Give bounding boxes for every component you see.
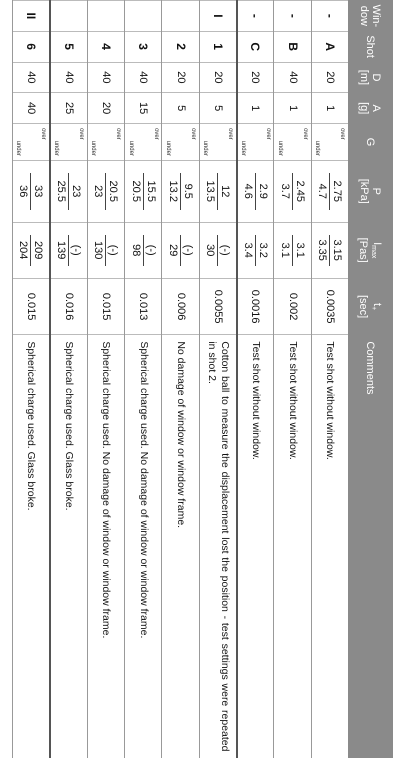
impulse-cell <box>199 222 236 278</box>
impulse-over: 209 <box>30 235 45 266</box>
impulse-under: 3.4 <box>241 242 254 258</box>
gauge-position-cell <box>274 124 311 161</box>
pressure-under: 3.7 <box>279 183 292 199</box>
over-label: over <box>40 128 47 140</box>
table-row <box>274 1 311 758</box>
over-label: over <box>227 128 234 140</box>
header-a: A [g] <box>349 93 393 124</box>
duration-cell: 0.015 <box>13 278 50 334</box>
over-label: over <box>115 128 122 140</box>
duration-cell: 0.015 <box>87 278 124 334</box>
impulse-over: (-) <box>143 235 158 266</box>
charge-cell: 1 <box>237 93 274 124</box>
table-row <box>199 1 236 758</box>
comment-cell: Spherical charge used. No damage of window or window frame. <box>125 335 162 758</box>
pressure-under: 25.5 <box>55 180 68 202</box>
charge-cell: 25 <box>50 93 87 124</box>
under-label: under <box>90 140 97 156</box>
impulse-cell <box>50 222 87 278</box>
table-body <box>13 1 349 758</box>
under-label: under <box>127 140 134 156</box>
shot-cell: B <box>274 31 311 62</box>
window-cell: II <box>13 1 50 32</box>
over-label: over <box>152 128 159 140</box>
distance-cell: 40 <box>13 62 50 93</box>
shot-cell: 1 <box>199 31 236 62</box>
pressure-cell <box>311 160 348 222</box>
under-label: under <box>277 140 284 156</box>
header-p: P [kPa] <box>349 160 393 222</box>
gauge-position-cell <box>237 124 274 161</box>
pressure-cell <box>162 160 199 222</box>
window-cell: - <box>311 1 348 32</box>
distance-cell: 20 <box>311 62 348 93</box>
charge-cell: 20 <box>87 93 124 124</box>
distance-cell: 20 <box>162 62 199 93</box>
pressure-cell <box>87 160 124 222</box>
pressure-under: 4.7 <box>316 183 329 199</box>
gauge-position-cell <box>162 124 199 161</box>
impulse-under: 98 <box>129 244 142 257</box>
comment-cell: Spherical charge used. Glass broke. <box>13 335 50 758</box>
distance-cell: 20 <box>237 62 274 93</box>
distance-cell: 20 <box>199 62 236 93</box>
charge-cell: 1 <box>274 93 311 124</box>
impulse-cell <box>162 222 199 278</box>
distance-cell: 40 <box>50 62 87 93</box>
impulse-under: 204 <box>17 241 30 260</box>
header-window: Win- dow <box>349 1 393 32</box>
under-label: under <box>165 140 172 156</box>
impulse-cell <box>274 222 311 278</box>
gauge-position-cell <box>13 124 50 161</box>
comment-cell: Test shot without window. <box>237 335 274 758</box>
table-row <box>13 1 50 758</box>
impulse-over: (-) <box>105 235 120 266</box>
over-label: over <box>302 128 309 140</box>
pressure-under: 4.6 <box>241 183 254 199</box>
impulse-cell <box>125 222 162 278</box>
pressure-cell <box>125 160 162 222</box>
under-label: under <box>202 140 209 156</box>
distance-cell: 40 <box>87 62 124 93</box>
duration-cell: 0.013 <box>125 278 162 334</box>
header-g: G <box>349 124 393 161</box>
shot-cell: 4 <box>87 31 124 62</box>
impulse-over: 3.1 <box>292 235 307 266</box>
table-row <box>237 1 274 758</box>
pressure-over: 9.5 <box>180 173 195 210</box>
pressure-under: 23 <box>92 185 105 198</box>
impulse-over: 3.2 <box>255 235 270 266</box>
window-cell <box>87 1 124 32</box>
under-label: under <box>53 140 60 156</box>
gauge-position-cell <box>87 124 124 161</box>
header-imax: Imax [Pas] <box>349 222 393 278</box>
impulse-under: 130 <box>92 241 105 260</box>
comment-cell: Spherical charge used. Glass broke. <box>50 335 87 758</box>
pressure-cell <box>237 160 274 222</box>
over-label: over <box>78 128 85 140</box>
pressure-under: 36 <box>17 185 30 198</box>
gauge-position-cell <box>311 124 348 161</box>
duration-cell: 0.016 <box>50 278 87 334</box>
table-row <box>125 1 162 758</box>
charge-cell: 5 <box>162 93 199 124</box>
shot-cell: A <box>311 31 348 62</box>
pressure-over: 2.45 <box>292 173 307 210</box>
gauge-position-cell <box>199 124 236 161</box>
header-row <box>349 1 393 758</box>
duration-cell: 0.0016 <box>237 278 274 334</box>
gauge-position-cell <box>50 124 87 161</box>
table-row <box>311 1 348 758</box>
distance-cell: 40 <box>125 62 162 93</box>
impulse-cell <box>237 222 274 278</box>
impulse-under: 29 <box>167 244 180 257</box>
pressure-over: 23 <box>68 173 83 210</box>
window-cell: - <box>237 1 274 32</box>
header-t: t+ [sec] <box>349 278 393 334</box>
header-shot: Shot <box>349 31 393 62</box>
impulse-cell <box>311 222 348 278</box>
duration-cell: 0.006 <box>162 278 199 334</box>
pressure-over: 15.5 <box>143 173 158 210</box>
impulse-over: 3.15 <box>329 235 344 266</box>
header-d: D [m] <box>349 62 393 93</box>
over-label: over <box>264 128 271 140</box>
impulse-over: (-) <box>217 235 232 266</box>
pressure-cell <box>274 160 311 222</box>
pressure-under: 20.5 <box>129 180 142 202</box>
impulse-cell <box>13 222 50 278</box>
charge-cell: 5 <box>199 93 236 124</box>
pressure-over: 2.9 <box>255 173 270 210</box>
charge-cell: 15 <box>125 93 162 124</box>
impulse-under: 139 <box>55 241 68 260</box>
duration-cell: 0.0055 <box>199 278 236 334</box>
window-cell <box>162 1 199 32</box>
window-cell <box>50 1 87 32</box>
distance-cell: 40 <box>274 62 311 93</box>
impulse-over: (-) <box>68 235 83 266</box>
header-comments: Comments <box>349 335 393 758</box>
pressure-cell <box>50 160 87 222</box>
impulse-cell <box>87 222 124 278</box>
charge-cell: 1 <box>311 93 348 124</box>
impulse-under: 3.1 <box>279 242 292 258</box>
table-row <box>87 1 124 758</box>
impulse-under: 3.35 <box>316 239 329 261</box>
comment-cell: Spherical charge used. No damage of window or window frame. <box>87 335 124 758</box>
table-row <box>50 1 87 758</box>
pressure-under: 13.5 <box>204 180 217 202</box>
pressure-over: 2.75 <box>329 173 344 210</box>
comment-cell: Cotton ball to measure the displacement lost the position - test settings were repeated in shot 2. <box>199 335 236 758</box>
pressure-under: 13.2 <box>167 180 180 202</box>
gauge-position-cell <box>125 124 162 161</box>
shot-cell: 3 <box>125 31 162 62</box>
window-cell: - <box>274 1 311 32</box>
over-label: over <box>339 128 346 140</box>
window-cell <box>125 1 162 32</box>
comment-cell: No damage of window or window frame. <box>162 335 199 758</box>
duration-cell: 0.0035 <box>311 278 348 334</box>
results-table <box>12 0 393 758</box>
over-label: over <box>190 128 197 140</box>
window-cell: I <box>199 1 236 32</box>
duration-cell: 0.002 <box>274 278 311 334</box>
shot-cell: C <box>237 31 274 62</box>
pressure-cell <box>199 160 236 222</box>
under-label: under <box>314 140 321 156</box>
comment-cell: Test shot without window. <box>311 335 348 758</box>
under-label: under <box>15 140 22 156</box>
pressure-over: 12 <box>217 173 232 210</box>
charge-cell: 40 <box>13 93 50 124</box>
shot-cell: 5 <box>50 31 87 62</box>
pressure-over: 20.5 <box>105 173 120 210</box>
table-row <box>162 1 199 758</box>
under-label: under <box>239 140 246 156</box>
pressure-over: 33 <box>30 173 45 210</box>
pressure-cell <box>13 160 50 222</box>
impulse-over: (-) <box>180 235 195 266</box>
shot-cell: 2 <box>162 31 199 62</box>
impulse-under: 30 <box>204 244 217 257</box>
shot-cell: 6 <box>13 31 50 62</box>
comment-cell: Test shot without window. <box>274 335 311 758</box>
